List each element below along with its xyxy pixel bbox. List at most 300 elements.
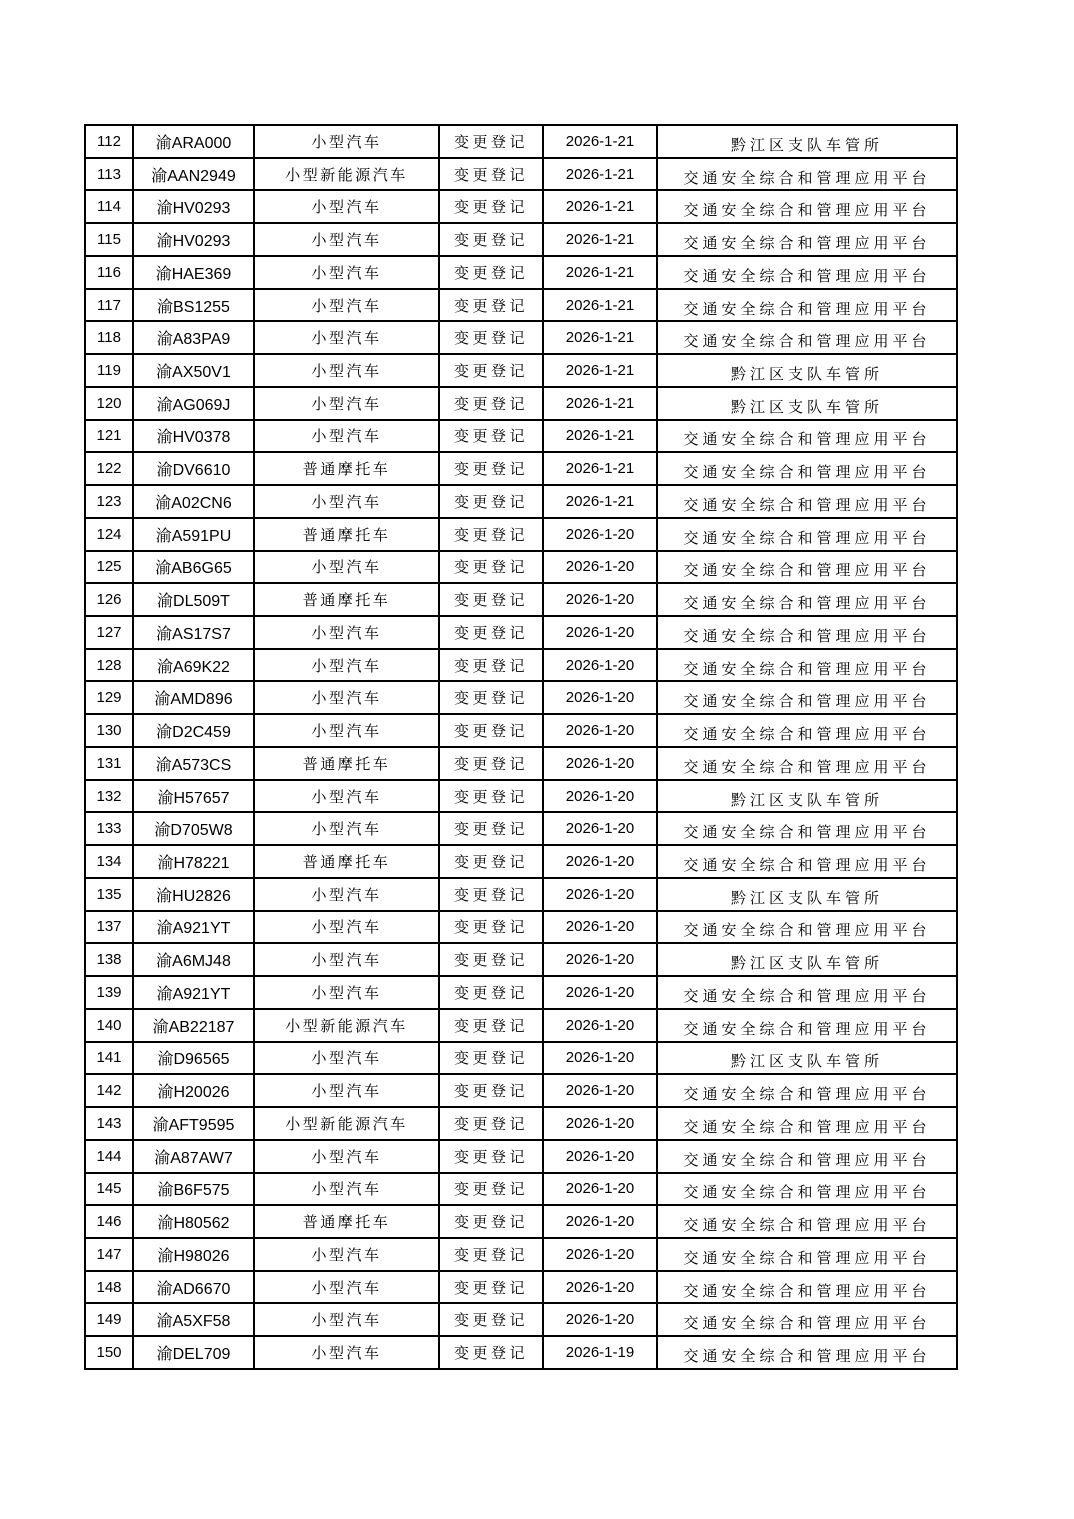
cell-type-text: 小型新能源汽车 [285, 1116, 408, 1133]
table-row [85, 1205, 957, 1238]
cell-action-text: 变更登记 [453, 1346, 528, 1363]
cell-plate [133, 420, 254, 453]
cell-plate [133, 616, 254, 649]
cell-date [543, 452, 657, 485]
cell-type-text: 小型汽车 [311, 134, 382, 151]
cell-type-text: 小型汽车 [311, 1182, 382, 1199]
cell-action [439, 681, 543, 714]
cell-no-text: 142 [96, 1082, 122, 1100]
cell-office [657, 616, 957, 649]
cell-no [85, 518, 133, 551]
cell-date-text: 2026-1-20 [565, 1016, 635, 1034]
cell-no-text: 124 [96, 525, 122, 543]
cell-office [657, 1173, 957, 1206]
table-row [85, 223, 957, 256]
cell-date [543, 812, 657, 845]
cell-plate [133, 812, 254, 845]
cell-no [85, 1336, 133, 1369]
cell-office [657, 452, 957, 485]
cell-date-text: 2026-1-21 [565, 394, 635, 412]
cell-office [657, 256, 957, 289]
cell-action [439, 518, 543, 551]
cell-plate-text: 渝D2C459 [156, 724, 231, 742]
cell-plate-text: 渝AAN2949 [151, 167, 236, 185]
cell-action [439, 845, 543, 878]
cell-action [439, 943, 543, 976]
cell-action [439, 1107, 543, 1140]
cell-date-text: 2026-1-21 [565, 132, 635, 150]
cell-action [439, 1173, 543, 1206]
cell-plate-text: 渝HV0293 [156, 200, 231, 218]
cell-no-text: 129 [96, 689, 122, 707]
cell-office-text: 交通安全综合和管理应用平台 [683, 268, 931, 285]
cell-office-text: 黔江区支队车管所 [730, 890, 883, 907]
table-row [85, 256, 957, 289]
cell-office-text: 交通安全综合和管理应用平台 [683, 465, 931, 482]
cell-date [543, 1238, 657, 1271]
cell-type [254, 714, 439, 747]
cell-date [543, 354, 657, 387]
cell-type [254, 452, 439, 485]
cell-no [85, 190, 133, 223]
cell-date [543, 747, 657, 780]
cell-office-text: 交通安全综合和管理应用平台 [683, 1250, 931, 1267]
cell-office-text: 交通安全综合和管理应用平台 [683, 563, 931, 580]
cell-plate-text: 渝AFT9595 [152, 1116, 235, 1134]
cell-plate-text: 渝H57657 [157, 789, 230, 807]
cell-plate [133, 1271, 254, 1304]
cell-plate [133, 1205, 254, 1238]
cell-date [543, 485, 657, 518]
cell-type [254, 289, 439, 322]
cell-action [439, 158, 543, 191]
cell-office [657, 845, 957, 878]
cell-no [85, 943, 133, 976]
cell-date-text: 2026-1-20 [565, 591, 635, 609]
cell-plate-text: 渝HU2826 [156, 887, 231, 905]
cell-type [254, 1107, 439, 1140]
cell-plate [133, 1238, 254, 1271]
registration-table [84, 124, 958, 1370]
cell-date-text: 2026-1-20 [565, 1147, 635, 1165]
cell-plate [133, 518, 254, 551]
cell-type-text: 小型汽车 [311, 331, 382, 348]
cell-action-text: 变更登记 [453, 396, 528, 413]
table-row [85, 878, 957, 911]
cell-no [85, 551, 133, 584]
cell-action [439, 911, 543, 944]
cell-type-text: 小型汽车 [311, 265, 382, 282]
table-row [85, 1009, 957, 1042]
cell-plate [133, 452, 254, 485]
cell-date [543, 1042, 657, 1075]
cell-action-text: 变更登记 [453, 724, 528, 741]
cell-action [439, 583, 543, 616]
cell-no [85, 681, 133, 714]
cell-date [543, 1074, 657, 1107]
table-row [85, 714, 957, 747]
cell-office-text: 交通安全综合和管理应用平台 [683, 596, 931, 613]
cell-action [439, 780, 543, 813]
cell-no-text: 113 [97, 165, 121, 183]
cell-type [254, 1140, 439, 1173]
cell-no [85, 1042, 133, 1075]
cell-office-text: 交通安全综合和管理应用平台 [683, 530, 931, 547]
cell-date [543, 681, 657, 714]
cell-no [85, 485, 133, 518]
cell-date-text: 2026-1-20 [565, 951, 635, 969]
cell-office [657, 420, 957, 453]
cell-office [657, 551, 957, 584]
cell-action [439, 125, 543, 158]
cell-type [254, 681, 439, 714]
cell-type-text: 小型汽车 [311, 1149, 382, 1166]
cell-date-text: 2026-1-21 [565, 231, 635, 249]
cell-plate [133, 911, 254, 944]
cell-action-text: 变更登记 [453, 1280, 528, 1297]
cell-office-text: 交通安全综合和管理应用平台 [683, 497, 931, 514]
table-row [85, 387, 957, 420]
cell-date-text: 2026-1-20 [565, 1213, 635, 1231]
cell-date [543, 1303, 657, 1336]
cell-plate-text: 渝AS17S7 [156, 625, 231, 643]
table-row [85, 1238, 957, 1271]
cell-office [657, 583, 957, 616]
cell-type [254, 649, 439, 682]
cell-no-text: 146 [96, 1213, 122, 1231]
cell-plate-text: 渝A921YT [156, 985, 231, 1003]
cell-office-text: 交通安全综合和管理应用平台 [683, 1349, 931, 1366]
cell-office-text: 交通安全综合和管理应用平台 [683, 759, 931, 776]
cell-date-text: 2026-1-20 [565, 1278, 635, 1296]
cell-plate [133, 681, 254, 714]
cell-no-text: 128 [96, 656, 122, 674]
cell-action-text: 变更登记 [453, 298, 528, 315]
cell-no-text: 133 [96, 820, 122, 838]
cell-date [543, 943, 657, 976]
cell-plate [133, 1336, 254, 1369]
cell-action-text: 变更登记 [453, 1182, 528, 1199]
cell-action [439, 878, 543, 911]
cell-plate-text: 渝A573CS [155, 756, 232, 774]
cell-no [85, 616, 133, 649]
cell-no-text: 127 [96, 623, 122, 641]
table-row [85, 583, 957, 616]
cell-action-text: 变更登记 [453, 953, 528, 970]
cell-office [657, 649, 957, 682]
cell-type-text: 小型汽车 [311, 953, 382, 970]
cell-office [657, 943, 957, 976]
cell-no-text: 140 [96, 1016, 122, 1034]
table-row [85, 747, 957, 780]
cell-type [254, 1238, 439, 1271]
cell-type-text: 小型汽车 [311, 887, 382, 904]
cell-type-text: 普通摩托车 [302, 1215, 391, 1232]
cell-plate [133, 321, 254, 354]
cell-plate-text: 渝H20026 [157, 1084, 230, 1102]
cell-office-text: 交通安全综合和管理应用平台 [683, 988, 931, 1005]
cell-type-text: 小型汽车 [311, 1313, 382, 1330]
table-row [85, 158, 957, 191]
cell-no-text: 145 [96, 1180, 122, 1198]
cell-date-text: 2026-1-21 [565, 198, 635, 216]
cell-plate [133, 551, 254, 584]
cell-type-text: 小型汽车 [311, 560, 382, 577]
cell-plate [133, 1074, 254, 1107]
cell-date-text: 2026-1-20 [565, 853, 635, 871]
cell-no-text: 119 [97, 362, 121, 379]
cell-type-text: 小型汽车 [311, 494, 382, 511]
cell-date [543, 1107, 657, 1140]
cell-plate [133, 354, 254, 387]
cell-action-text: 变更登记 [453, 560, 528, 577]
cell-type [254, 616, 439, 649]
table-row [85, 190, 957, 223]
cell-office [657, 714, 957, 747]
cell-date-text: 2026-1-20 [565, 1049, 635, 1067]
cell-action [439, 420, 543, 453]
table-row [85, 1107, 957, 1140]
cell-type-text: 小型汽车 [311, 625, 382, 642]
cell-office-text: 交通安全综合和管理应用平台 [683, 1316, 931, 1333]
cell-plate [133, 190, 254, 223]
cell-type-text: 小型汽车 [311, 1084, 382, 1101]
cell-office-text: 黔江区支队车管所 [730, 137, 883, 154]
cell-no [85, 714, 133, 747]
cell-plate [133, 1173, 254, 1206]
cell-action [439, 1238, 543, 1271]
cell-plate-text: 渝D96565 [157, 1051, 230, 1069]
cell-action-text: 变更登记 [453, 1247, 528, 1264]
cell-action-text: 变更登记 [453, 1149, 528, 1166]
cell-action-text: 变更登记 [453, 364, 528, 380]
cell-no-text: 121 [96, 427, 122, 445]
cell-date-text: 2026-1-21 [565, 263, 635, 281]
cell-date [543, 321, 657, 354]
table-row [85, 551, 957, 584]
cell-action [439, 256, 543, 289]
cell-type-text: 普通摩托车 [302, 593, 391, 610]
cell-plate [133, 1009, 254, 1042]
cell-no [85, 1303, 133, 1336]
cell-date [543, 387, 657, 420]
cell-office [657, 387, 957, 420]
cell-action [439, 354, 543, 387]
table-row [85, 518, 957, 551]
table-row [85, 289, 957, 322]
cell-office-text: 交通安全综合和管理应用平台 [683, 203, 931, 220]
cell-action-text: 变更登记 [453, 822, 528, 839]
table-row [85, 1042, 957, 1075]
cell-no [85, 747, 133, 780]
cell-office-text: 交通安全综合和管理应用平台 [683, 432, 931, 449]
cell-no [85, 387, 133, 420]
cell-plate [133, 289, 254, 322]
cell-office-text: 交通安全综合和管理应用平台 [683, 1119, 931, 1136]
cell-no [85, 223, 133, 256]
cell-date-text: 2026-1-20 [565, 1082, 635, 1100]
cell-no-text: 132 [96, 787, 122, 805]
cell-office [657, 681, 957, 714]
cell-date [543, 845, 657, 878]
cell-action-text: 变更登记 [453, 429, 528, 446]
cell-action-text: 变更登记 [453, 233, 528, 250]
cell-type [254, 420, 439, 453]
cell-no [85, 583, 133, 616]
cell-type [254, 321, 439, 354]
cell-action-text: 变更登记 [453, 167, 528, 184]
cell-plate-text: 渝AMD896 [154, 691, 233, 709]
cell-date [543, 649, 657, 682]
cell-date-text: 2026-1-20 [565, 722, 635, 740]
cell-type-text: 小型汽车 [311, 822, 382, 839]
cell-office-text: 交通安全综合和管理应用平台 [683, 236, 931, 253]
cell-date-text: 2026-1-20 [565, 656, 635, 674]
cell-type [254, 223, 439, 256]
cell-no-text: 137 [96, 918, 122, 936]
table-row [85, 649, 957, 682]
cell-office-text: 交通安全综合和管理应用平台 [683, 661, 931, 678]
cell-no [85, 845, 133, 878]
cell-plate [133, 1107, 254, 1140]
cell-office-text: 交通安全综合和管理应用平台 [683, 1283, 931, 1300]
cell-plate [133, 583, 254, 616]
cell-office-text: 交通安全综合和管理应用平台 [683, 1087, 931, 1104]
cell-date-text: 2026-1-20 [565, 1114, 635, 1132]
cell-office [657, 190, 957, 223]
cell-action-text: 变更登记 [453, 920, 528, 937]
cell-type [254, 551, 439, 584]
table-body [85, 125, 957, 1369]
cell-plate-text: 渝ARA000 [155, 134, 232, 152]
cell-action-text: 变更登记 [453, 593, 528, 610]
cell-office [657, 289, 957, 322]
cell-action-text: 变更登记 [453, 691, 528, 708]
cell-plate-text: 渝H78221 [157, 855, 230, 873]
cell-type-text: 小型汽车 [311, 658, 382, 675]
cell-action [439, 190, 543, 223]
cell-date [543, 911, 657, 944]
cell-type [254, 976, 439, 1009]
cell-no-text: 144 [96, 1147, 122, 1165]
table-row [85, 845, 957, 878]
cell-date [543, 289, 657, 322]
cell-plate-text: 渝DL509T [157, 593, 230, 611]
cell-office-text: 交通安全综合和管理应用平台 [683, 1218, 931, 1235]
cell-date-text: 2026-1-20 [565, 885, 635, 903]
cell-type [254, 1009, 439, 1042]
cell-plate-text: 渝AG069J [156, 396, 231, 414]
cell-type-text: 小型汽车 [311, 920, 382, 937]
table-row [85, 1303, 957, 1336]
cell-plate-text: 渝A591PU [155, 527, 232, 545]
cell-office-text: 交通安全综合和管理应用平台 [683, 1152, 931, 1169]
cell-plate-text: 渝DEL709 [156, 1346, 231, 1364]
cell-plate [133, 1140, 254, 1173]
cell-plate [133, 485, 254, 518]
cell-no-text: 139 [96, 983, 122, 1001]
cell-date-text: 2026-1-20 [565, 1311, 635, 1329]
cell-plate-text: 渝A02CN6 [155, 494, 232, 512]
cell-type-text: 小型新能源汽车 [285, 167, 408, 184]
cell-type-text: 小型汽车 [311, 429, 382, 446]
cell-type [254, 158, 439, 191]
cell-office [657, 354, 957, 387]
cell-no-text: 115 [97, 231, 121, 249]
cell-action-text: 变更登记 [453, 200, 528, 217]
cell-type [254, 1205, 439, 1238]
cell-type [254, 812, 439, 845]
cell-no-text: 131 [96, 754, 122, 772]
cell-plate-text: 渝H98026 [157, 1247, 230, 1265]
cell-no [85, 780, 133, 813]
cell-plate [133, 223, 254, 256]
cell-no [85, 452, 133, 485]
cell-plate [133, 158, 254, 191]
table-row [85, 1074, 957, 1107]
registration-table-container [84, 124, 958, 1370]
cell-type [254, 780, 439, 813]
cell-type-text: 小型汽车 [311, 396, 382, 413]
cell-date [543, 223, 657, 256]
table-row [85, 616, 957, 649]
cell-type [254, 518, 439, 551]
cell-no [85, 1107, 133, 1140]
cell-office-text: 黔江区支队车管所 [730, 956, 883, 973]
cell-action-text: 变更登记 [453, 855, 528, 872]
cell-no-text: 138 [96, 951, 122, 969]
cell-action-text: 变更登记 [453, 1313, 528, 1330]
cell-plate-text: 渝AB22187 [152, 1018, 235, 1036]
cell-date-text: 2026-1-20 [565, 787, 635, 805]
cell-no [85, 321, 133, 354]
cell-no [85, 1140, 133, 1173]
cell-no-text: 118 [97, 329, 121, 347]
cell-office [657, 158, 957, 191]
cell-action [439, 812, 543, 845]
cell-type-text: 小型汽车 [311, 724, 382, 741]
cell-no [85, 1074, 133, 1107]
cell-action-text: 变更登记 [453, 985, 528, 1002]
cell-type-text: 小型汽车 [311, 691, 382, 708]
cell-date [543, 190, 657, 223]
cell-plate [133, 878, 254, 911]
cell-type [254, 1074, 439, 1107]
cell-type [254, 943, 439, 976]
cell-type [254, 1173, 439, 1206]
cell-office-text: 交通安全综合和管理应用平台 [683, 923, 931, 940]
cell-office [657, 321, 957, 354]
cell-date-text: 2026-1-21 [565, 460, 635, 478]
cell-action-text: 变更登记 [453, 134, 528, 151]
cell-no [85, 1205, 133, 1238]
cell-plate [133, 747, 254, 780]
cell-no [85, 289, 133, 322]
cell-no [85, 976, 133, 1009]
cell-date-text: 2026-1-20 [565, 983, 635, 1001]
cell-no [85, 1009, 133, 1042]
cell-action [439, 1140, 543, 1173]
cell-type [254, 1303, 439, 1336]
cell-action-text: 变更登记 [453, 658, 528, 675]
cell-plate-text: 渝AB6G65 [155, 560, 232, 578]
table-row [85, 943, 957, 976]
cell-no-text: 141 [96, 1049, 122, 1067]
table-row [85, 452, 957, 485]
cell-no-text: 134 [96, 853, 122, 871]
cell-no-text: 125 [96, 558, 122, 576]
cell-plate-text: 渝H80562 [157, 1215, 230, 1233]
